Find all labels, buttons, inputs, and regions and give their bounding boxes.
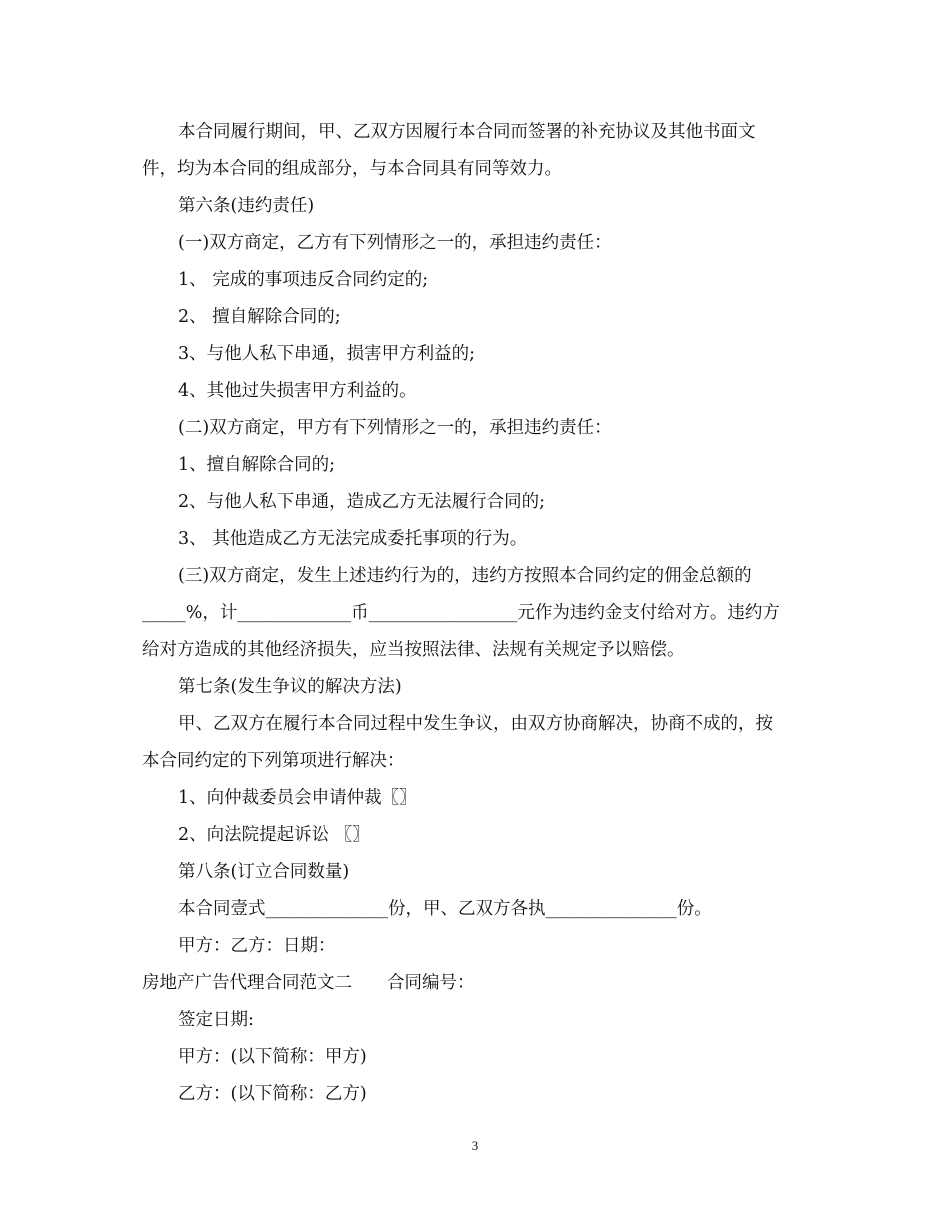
paragraph-line: 件，均为本合同的组成部分，与本合同具有同等效力。: [142, 159, 562, 179]
list-item: 3、 其他造成乙方无法完成委托事项的行为。: [178, 529, 528, 549]
section-heading: 第六条(违约责任): [178, 196, 315, 216]
list-item: 1、 完成的事项违反合同约定的;: [178, 270, 429, 290]
section-heading: 第八条(订立合同数量): [178, 862, 350, 882]
list-item: 1、擅自解除合同的;: [178, 455, 336, 475]
list-item: 2、向法院提起诉讼 〖〗: [178, 825, 370, 845]
section-heading: 第七条(发生争议的解决方法): [178, 677, 402, 697]
list-item: 2、与他人私下串通，造成乙方无法履行合同的;: [178, 492, 546, 512]
document-title-line: 房地产广告代理合同范文二 合同编号：: [142, 973, 475, 993]
list-item: 1、向仲裁委员会申请仲裁〖〗: [178, 788, 417, 808]
list-item: 3、与他人私下串通，损害甲方利益的;: [178, 344, 476, 364]
paragraph-line: 甲、乙双方在履行本合同过程中发生争议，由双方协商解决，协商不成的，按: [178, 714, 773, 734]
paragraph-line: (三)双方商定，发生上述违约行为的，违约方按照本合同约定的佣金总额的: [178, 566, 752, 586]
party-line: 乙方：(以下简称：乙方): [178, 1084, 367, 1104]
paragraph-line: (二)双方商定，甲方有下列情形之一的，承担违约责任：: [178, 418, 612, 438]
page-number: 3: [471, 1138, 479, 1153]
signature-line: 甲方：乙方：日期：: [178, 936, 336, 956]
paragraph-line: 本合同壹式______________份，甲、乙双方各执_______________份。: [178, 899, 712, 919]
paragraph-line: 给对方造成的其他经济损失，应当按照法律、法规有关规定予以赔偿。: [142, 640, 685, 660]
date-line: 签定日期:: [178, 1010, 254, 1030]
paragraph-line: 本合同履行期间，甲、乙双方因履行本合同而签署的补充协议及其他书面文: [178, 122, 756, 142]
list-item: 2、 擅自解除合同的;: [178, 307, 341, 327]
paragraph-line: _____%，计_____________币_________________元作为违约金支付给对方。违约方: [142, 603, 780, 623]
list-item: 4、其他过失损害甲方利益的。: [178, 381, 417, 401]
party-line: 甲方：(以下简称：甲方): [178, 1047, 367, 1067]
paragraph-line: 本合同约定的下列第项进行解决：: [142, 751, 405, 771]
paragraph-line: (一)双方商定，乙方有下列情形之一的，承担违约责任：: [178, 233, 612, 253]
